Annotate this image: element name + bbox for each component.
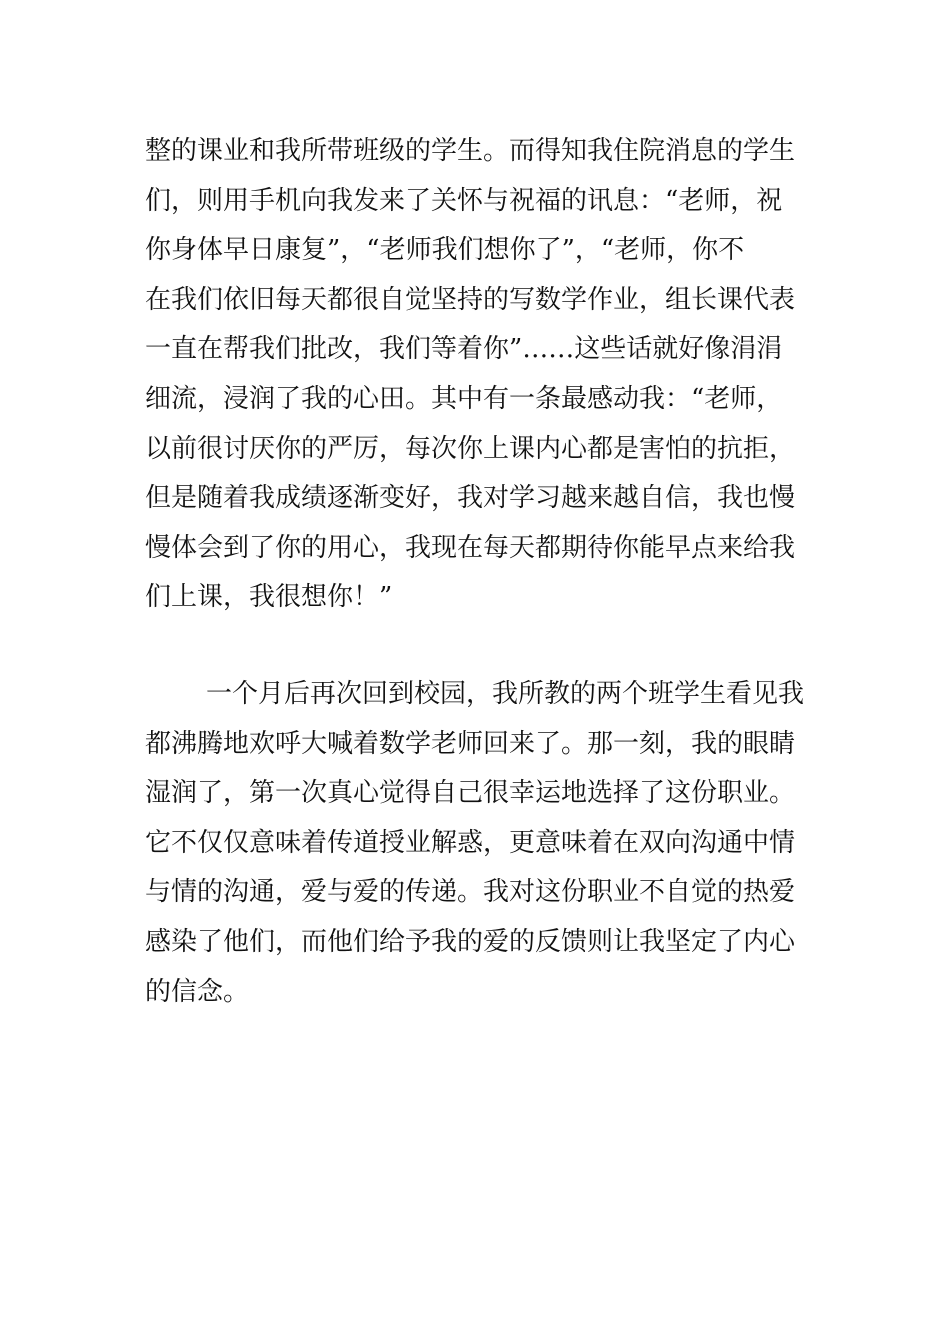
paragraph-line: 与情的沟通，爱与爱的传递。我对这份职业不自觉的热爱	[145, 877, 796, 908]
paragraph-1	[145, 127, 815, 623]
paragraph-line: 细流，浸润了我的心田。其中有一条最感动我：“老师，	[145, 383, 783, 414]
paragraph-line: 它不仅仅意味着传道授业解惑，更意味着在双向沟通中情	[145, 827, 796, 858]
paragraph-line: 在我们依旧每天都很自觉坚持的写数学作业，组长课代表	[145, 284, 796, 315]
paragraph-line: 们上课，我很想你！”	[145, 582, 393, 613]
paragraph-line: 你身体早日康复”，“老师我们想你了”，“老师，你不	[145, 235, 745, 266]
paragraph-line: 的信念。	[145, 976, 250, 1007]
paragraph-line: 以前很讨厌你的严厉，每次你上课内心都是害怕的抗拒，	[145, 433, 796, 464]
paragraph-line: 一个月后再次回到校园，我所教的两个班学生看见我	[206, 679, 805, 709]
paragraph-line: 感染了他们，而他们给予我的爱的反馈则让我坚定了内心	[145, 926, 796, 957]
paragraph-line: 慢体会到了你的用心，我现在每天都期待你能早点来给我	[145, 532, 796, 563]
paragraph-line: 整的课业和我所带班级的学生。而得知我住院消息的学生	[145, 136, 796, 166]
paragraph-line: 湿润了，第一次真心觉得自己很幸运地选择了这份职业。	[145, 778, 796, 809]
paragraph-line: 们，则用手机向我发来了关怀与祝福的讯息：“老师，祝	[145, 185, 783, 216]
paragraph-line: 但是随着我成绩逐渐变好，我对学习越来越自信，我也慢	[145, 483, 796, 514]
paragraph-2	[145, 670, 815, 1017]
paragraph-line: 都沸腾地欢呼大喊着数学老师回来了。那一刻，我的眼睛	[145, 728, 796, 759]
paragraph-line: 一直在帮我们批改，我们等着你”……这些话就好像涓涓	[145, 334, 783, 365]
